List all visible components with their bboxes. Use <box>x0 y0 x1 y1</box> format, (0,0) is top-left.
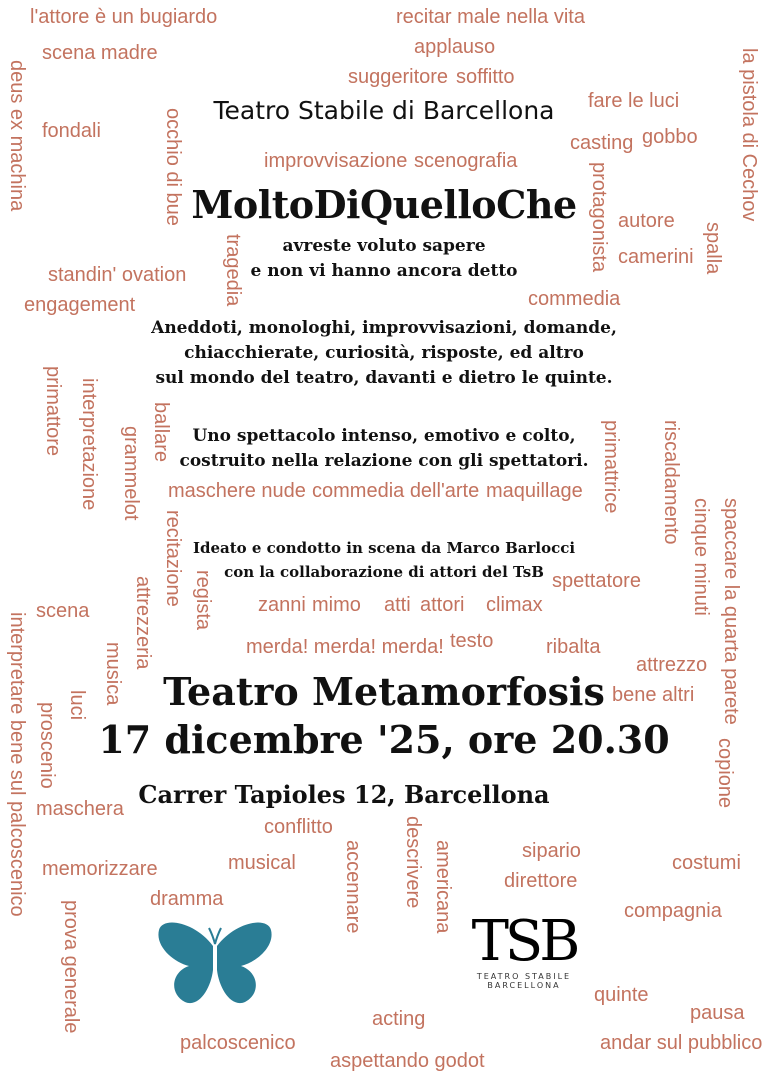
background-word: merda! merda! merda! <box>246 636 444 658</box>
background-word: camerini <box>618 246 694 268</box>
background-word: spaccare la quarta parete <box>720 498 742 725</box>
background-word: palcoscenico <box>180 1032 296 1054</box>
organization-block <box>0 96 768 125</box>
background-word: testo <box>450 630 494 652</box>
background-word: gobbo <box>642 126 698 148</box>
background-word: applauso <box>414 36 496 58</box>
subtitle-line: avreste voluto sapere <box>282 236 486 256</box>
background-word: zanni <box>258 594 306 616</box>
background-word: attrezzo <box>636 654 708 676</box>
background-word: attrezzeria <box>132 576 154 670</box>
background-word: copione <box>714 738 736 809</box>
background-word: sipario <box>522 840 581 862</box>
background-word: prova generale <box>60 900 82 1034</box>
background-word: memorizzare <box>42 858 158 880</box>
background-word: atti <box>384 594 411 616</box>
background-word: suggeritore <box>348 66 449 88</box>
background-word: musical <box>228 852 296 874</box>
background-word: aspettando godot <box>330 1050 485 1072</box>
background-word: regista <box>192 570 214 631</box>
description <box>0 316 768 391</box>
background-word: riscaldamento <box>660 420 682 545</box>
background-word: interpretare bene sul palcoscenico <box>6 612 28 917</box>
background-word: commedia <box>528 288 621 310</box>
credits <box>0 536 768 584</box>
background-word: protagonista <box>588 162 610 273</box>
background-word: descrivere <box>402 816 424 909</box>
background-word: americana <box>432 840 454 934</box>
address-block <box>0 780 728 809</box>
tsb-logo-line: BARCELLONA <box>487 981 561 990</box>
tsb-logo-mark: TSB <box>471 909 577 974</box>
credit-line: con la collaborazione di attori del TsB <box>224 563 544 581</box>
background-word: mimo <box>312 594 361 616</box>
background-word: deus ex machina <box>6 60 28 212</box>
background-word: andar sul pubblico <box>600 1032 763 1054</box>
background-word: proscenio <box>36 702 58 789</box>
background-word: recitar male nella vita <box>396 6 585 28</box>
butterfly-logo-icon <box>155 918 275 1013</box>
background-word: primattore <box>42 366 64 457</box>
organization-name: Teatro Stabile di Barcellona <box>213 96 555 125</box>
credit-line: Ideato e condotto in scena da Marco Barlocci <box>192 539 576 557</box>
background-word: spalla <box>702 222 724 275</box>
background-word: maschera <box>36 798 124 820</box>
background-word: ballare <box>150 402 172 463</box>
background-word: musica <box>102 642 124 706</box>
background-word: direttore <box>504 870 578 892</box>
background-word: commedia dell'arte <box>312 480 480 502</box>
background-word: primattrice <box>600 420 622 514</box>
background-word: climax <box>486 594 543 616</box>
background-word: improvvisazione <box>264 150 408 172</box>
description-2 <box>0 424 768 474</box>
subtitle-line: e non vi hanno ancora detto <box>250 261 518 281</box>
background-word: bene altri <box>612 684 695 706</box>
background-word: la pistola di Cechov <box>738 48 760 222</box>
venue-name: Teatro Metamorfosis <box>163 669 605 714</box>
tsb-logo-line: TEATRO STABILE <box>476 972 572 981</box>
background-word: occhio di bue <box>162 108 184 226</box>
background-word: standin' ovation <box>48 264 187 286</box>
description-line: Aneddoti, monologhi, improvvisazioni, domande, <box>151 318 617 338</box>
description-line: sul mondo del teatro, davanti e dietro le quinte. <box>155 368 613 388</box>
event-datetime: 17 dicembre '25, ore 20.30 <box>98 717 670 762</box>
background-word: accennare <box>342 840 364 934</box>
background-word: engagement <box>24 294 136 316</box>
background-word: scena <box>36 600 90 622</box>
background-word: attori <box>420 594 465 616</box>
background-word: maschere nude <box>168 480 306 502</box>
description-line: costruito nella relazione con gli spettatori. <box>179 451 589 471</box>
subtitle <box>0 234 768 284</box>
background-word: casting <box>570 132 634 154</box>
background-word: scenografia <box>414 150 518 172</box>
event-address: Carrer Tapioles 12, Barcellona <box>138 780 550 809</box>
background-word: fondali <box>42 120 101 142</box>
description-line: Uno spettacolo intenso, emotivo e colto, <box>192 426 576 446</box>
background-word: autore <box>618 210 675 232</box>
background-word: dramma <box>150 888 224 910</box>
background-word: ribalta <box>546 636 601 658</box>
background-word: maquillage <box>486 480 583 502</box>
show-title: MoltoDiQuelloChe <box>191 182 577 227</box>
background-word: quinte <box>594 984 649 1006</box>
title-block <box>0 182 768 227</box>
background-word: compagnia <box>624 900 722 922</box>
background-word: l'attore è un bugiardo <box>30 6 218 28</box>
background-word: luci <box>66 690 88 721</box>
event-block <box>0 668 768 764</box>
description-line: chiacchierate, curiosità, risposte, ed altro <box>184 343 584 363</box>
background-word: scena madre <box>42 42 158 64</box>
background-word: grammelot <box>120 426 142 521</box>
tsb-logo <box>462 909 586 990</box>
background-word: acting <box>372 1008 426 1030</box>
background-word: cinque minuti <box>690 498 712 616</box>
background-word: recitazione <box>162 510 184 607</box>
background-word: interpretazione <box>78 378 100 511</box>
background-word: tragedia <box>222 234 244 307</box>
background-word: costumi <box>672 852 741 874</box>
background-word: soffitto <box>456 66 515 88</box>
background-word: spettatore <box>552 570 641 592</box>
background-word: fare le luci <box>588 90 680 112</box>
background-word: pausa <box>690 1002 745 1024</box>
background-word: conflitto <box>264 816 333 838</box>
